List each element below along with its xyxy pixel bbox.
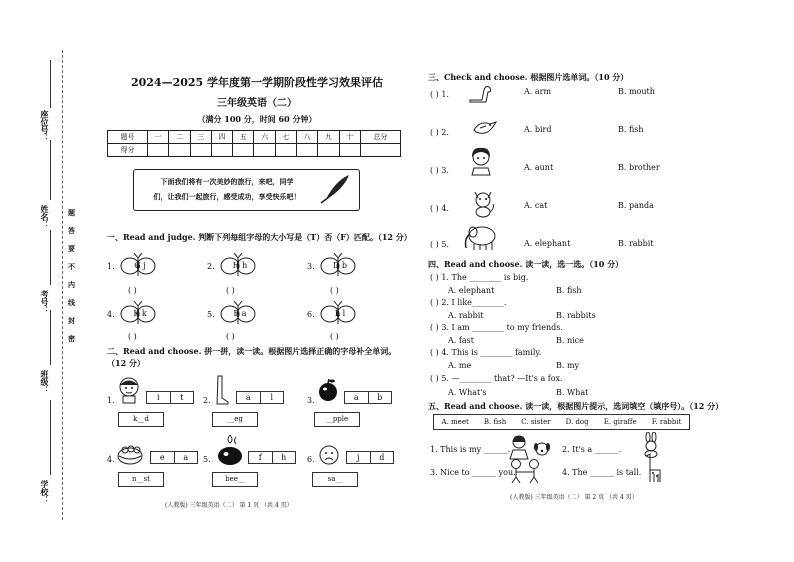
question-number: ( ) 3.: [430, 166, 449, 175]
item-number: 4.: [107, 455, 115, 464]
score-cell[interactable]: [339, 144, 360, 157]
table-cell: 一: [147, 131, 168, 144]
option-b[interactable]: B. nice: [556, 336, 584, 345]
option-b[interactable]: B. brother: [618, 163, 660, 172]
answer-paren[interactable]: ( ): [128, 286, 137, 295]
section-2-title: 二、Read and choose. 拼一拼，读一读。根据图片选择正确的字母补全单词。（12 分）: [107, 346, 397, 368]
seal-char: 答: [68, 226, 75, 235]
aunt-icon: [468, 146, 494, 176]
question-text: ( ) 2. I like________.: [430, 298, 507, 307]
school-label: 学校：: [40, 480, 50, 504]
name-underline: [50, 140, 51, 200]
score-cell[interactable]: [254, 144, 275, 157]
section-3-title: 三、Check and choose. 根据图片选单词。（10 分）: [428, 72, 629, 82]
letter-pair: L l: [334, 309, 346, 318]
word-option: F. rabbit: [651, 418, 682, 426]
section-1-title: 一、Read and judge. 判断下列每组字母的大小写是（T）否（F）匹配。（12 分）: [107, 232, 412, 242]
item-number: 2.: [203, 396, 211, 405]
word-blank[interactable]: __eg: [212, 412, 258, 427]
question-number: ( ) 2.: [430, 128, 449, 137]
letter-options: [344, 391, 392, 404]
sister-icon: [508, 434, 530, 460]
letter-pair: D b: [332, 261, 348, 270]
table-cell: 十: [339, 131, 360, 144]
answer-paren[interactable]: ( ): [226, 286, 235, 295]
score-table: [107, 130, 401, 157]
seal-char: 不: [68, 262, 75, 271]
table-cell: 二: [169, 131, 190, 144]
word-option: D. dog: [565, 418, 589, 426]
item-number: 5.: [203, 455, 211, 464]
item-number: 1.: [107, 396, 115, 405]
exam-note: （满分 100 分，时间 60 分钟）: [197, 114, 317, 124]
word-blank[interactable]: k__d: [118, 412, 164, 427]
word-blank[interactable]: sa__: [312, 472, 358, 487]
score-table-header-row: [108, 131, 401, 144]
item-number: 1.: [107, 262, 115, 271]
banner-line: 们，让我们一起旅行，感受成功，享受快乐吧！: [153, 192, 301, 201]
question-number: ( ) 5.: [430, 240, 449, 249]
score-cell[interactable]: [169, 144, 190, 157]
letter-option[interactable]: f: [249, 452, 273, 463]
letter-options: [346, 451, 394, 464]
class-underline: [50, 310, 51, 365]
item-number: 5.: [207, 310, 215, 319]
option-a[interactable]: A. cat: [524, 201, 548, 210]
arm-icon: [468, 82, 494, 104]
word-bank: [433, 414, 690, 430]
seal-char: 题: [68, 208, 75, 217]
giraffe-icon: [640, 452, 664, 484]
table-cell: 七: [275, 131, 296, 144]
seal-char: 封: [68, 316, 75, 325]
option-a[interactable]: A. fast: [448, 336, 474, 345]
table-cell: 五: [233, 131, 254, 144]
score-cell[interactable]: [233, 144, 254, 157]
word-blank[interactable]: n__st: [118, 472, 164, 487]
cat-icon: [470, 188, 496, 218]
word-blank[interactable]: __pple: [314, 412, 360, 427]
letter-options: [248, 451, 296, 464]
page-subtitle: 三年级英语（二）: [217, 98, 297, 109]
option-b[interactable]: B. fish: [556, 286, 582, 295]
word-blank[interactable]: bee__: [212, 472, 258, 487]
score-cell[interactable]: [211, 144, 232, 157]
item-number: 4.: [107, 310, 115, 319]
score-cell[interactable]: [190, 144, 211, 157]
question-text: ( ) 5. —________ that? —It's a fox.: [430, 374, 563, 383]
score-cell[interactable]: [147, 144, 168, 157]
option-a[interactable]: A. rabbit: [448, 311, 484, 320]
table-cell: 总分: [360, 131, 400, 144]
banner-line: 下面我们将有一次美妙的旅行，来吧，同学: [160, 177, 294, 186]
exam-underline: [50, 230, 51, 285]
letter-option[interactable]: b: [377, 393, 383, 402]
option-b[interactable]: B. rabbit: [618, 239, 654, 248]
score-cell[interactable]: [275, 144, 296, 157]
fill-question[interactable]: 4. The ______ is tall.: [562, 468, 642, 477]
score-table-score-row: [108, 144, 401, 157]
score-cell[interactable]: [360, 144, 400, 157]
page-title: 2024—2025 学年度第一学期阶段性学习效果评估: [130, 76, 384, 89]
letter-option[interactable]: e: [151, 452, 175, 463]
item-number: 2.: [207, 262, 215, 271]
option-a[interactable]: A. elephant: [524, 239, 571, 248]
bird-icon: [470, 116, 498, 138]
option-a[interactable]: A. What's: [448, 388, 487, 397]
score-cell[interactable]: [318, 144, 339, 157]
apple-icon: [316, 378, 340, 402]
letter-option[interactable]: h: [281, 453, 287, 462]
exam-no-label: 考号：: [40, 290, 50, 314]
option-a[interactable]: A. arm: [524, 87, 552, 96]
letter-pair: H h: [232, 261, 248, 270]
beef-icon: [216, 432, 244, 468]
item-number: 6.: [307, 455, 315, 464]
question-number: ( ) 4.: [430, 204, 449, 213]
letter-option[interactable]: a: [345, 392, 369, 403]
letter-options: [236, 391, 284, 404]
letter-pair: E a: [233, 309, 247, 318]
nest-icon: [116, 442, 144, 466]
word-option: E. giraffe: [603, 418, 637, 426]
friends-icon: [508, 458, 542, 484]
intro-banner: [133, 169, 360, 211]
seal-char: 密: [68, 334, 75, 343]
table-cell: 三: [190, 131, 211, 144]
table-cell: 四: [211, 131, 232, 144]
letter-option[interactable]: a: [237, 392, 261, 403]
item-number: 3.: [307, 262, 315, 271]
option-b[interactable]: B. rabbits: [556, 311, 596, 320]
section-4-title: 四、Read and choose. 读一读，选一选。（10 分）: [428, 259, 624, 269]
fill-question[interactable]: 2. It's a ______.: [562, 445, 622, 454]
letter-pair: G j: [134, 261, 146, 270]
seal-char: 内: [68, 280, 75, 289]
answer-paren[interactable]: ( ): [226, 332, 235, 341]
quill-icon: [319, 173, 353, 205]
fill-question[interactable]: 1. This is my ______.: [430, 445, 511, 454]
letter-options: [150, 451, 198, 464]
class-label: 班级：: [40, 370, 50, 394]
table-cell: 得分: [108, 144, 148, 157]
letter-option[interactable]: i: [147, 392, 171, 403]
question-text: ( ) 3. I am ________ to my friends.: [430, 323, 563, 332]
seat-label: 座位号：: [40, 110, 50, 142]
section-5-title: 五、Read and choose. 读一读，根据图片提示，选词填空（填序号）。（12 分）: [428, 401, 724, 411]
table-cell: 题号: [108, 131, 148, 144]
sad-face-icon: [318, 444, 340, 466]
option-b[interactable]: B. fish: [618, 125, 644, 134]
table-cell: 九: [318, 131, 339, 144]
letter-option[interactable]: d: [379, 453, 385, 462]
page-footer-left: (人教版) 三年级英语（二） 第 1 页 （共 4 页）: [165, 502, 293, 509]
seal-char: 线: [68, 298, 75, 307]
letter-option[interactable]: l: [270, 393, 274, 402]
question-text: ( ) 1. The ________ is big.: [430, 273, 529, 282]
option-a[interactable]: A. me: [448, 361, 472, 370]
word-option: B. fish: [483, 418, 507, 426]
kid-icon: [116, 376, 142, 404]
banner-text: [142, 174, 312, 204]
table-cell: 八: [297, 131, 318, 144]
seat-underline: [50, 60, 51, 108]
option-a[interactable]: A. aunt: [524, 163, 554, 172]
option-b[interactable]: B. panda: [618, 201, 654, 210]
option-a[interactable]: A. bird: [524, 125, 552, 134]
leg-icon: [210, 374, 232, 406]
word-option: C. sister: [521, 418, 551, 426]
elephant-icon: [462, 222, 498, 252]
option-b[interactable]: B. mouth: [618, 87, 655, 96]
score-cell[interactable]: [297, 144, 318, 157]
dog-icon: [532, 440, 552, 460]
word-option: A. meet: [441, 418, 469, 426]
school-underline: [50, 400, 51, 475]
letter-option[interactable]: j: [347, 452, 371, 463]
answer-paren[interactable]: ( ): [128, 332, 137, 341]
item-number: 6.: [307, 310, 315, 319]
question-text: ( ) 4. This is ________ family.: [430, 348, 542, 357]
seal-line: [62, 50, 63, 520]
letter-pair: K k: [133, 309, 147, 318]
item-number: 3.: [307, 396, 315, 405]
option-b[interactable]: B. my: [556, 361, 580, 370]
letter-option[interactable]: a: [183, 453, 189, 462]
fill-question[interactable]: 3. Nice to ______ you.: [430, 468, 516, 477]
question-number: ( ) 1.: [430, 90, 449, 99]
page-footer-right: (人教版) 三年级英语（二） 第 2 页 （共 4 页）: [510, 494, 638, 501]
option-a[interactable]: A. elephant: [448, 286, 495, 295]
letter-option[interactable]: t: [180, 393, 184, 402]
option-b[interactable]: B. What: [556, 388, 589, 397]
answer-paren[interactable]: ( ): [330, 286, 339, 295]
letter-options: [146, 391, 194, 404]
binding-margin: [38, 40, 104, 540]
seal-char: 要: [68, 244, 75, 253]
answer-paren[interactable]: ( ): [330, 332, 339, 341]
table-cell: 六: [254, 131, 275, 144]
name-label: 姓名：: [40, 205, 50, 229]
